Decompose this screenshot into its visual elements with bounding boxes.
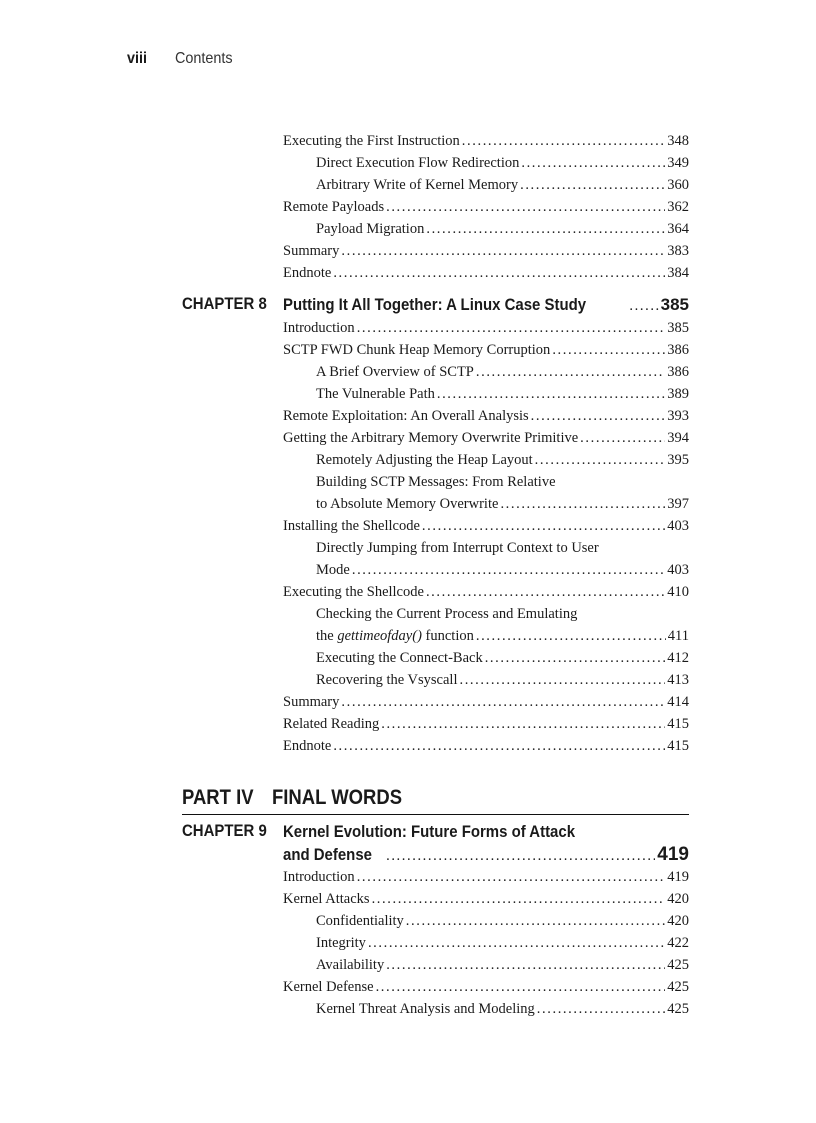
part-title: FINAL WORDS [272, 786, 403, 809]
toc-entry[interactable]: Related Reading ..... 415 [283, 713, 689, 735]
part-heading [182, 786, 689, 815]
toc-entry[interactable]: Executing the First Instruction ..... 348 [283, 130, 689, 152]
toc-entry-continued[interactable]: Building SCTP Messages: From Relative [316, 474, 556, 490]
toc-entry-continued[interactable]: Checking the Current Process and Emulating [316, 606, 578, 622]
toc-entry[interactable]: Kernel Defense ..... 425 [283, 976, 689, 998]
chapter-title[interactable]: Putting It All Together: A Linux Case Study ..... 385 [283, 293, 689, 317]
chapter-title-line1[interactable]: Kernel Evolution: Future Forms of Attack [283, 822, 576, 841]
toc-entry[interactable]: Endnote ..... 384 [283, 262, 689, 284]
chapter-label: CHAPTER 9 [182, 821, 267, 840]
function-name: gettimeofday() [337, 628, 422, 644]
toc-entry-continued[interactable]: Directly Jumping from Interrupt Context to User [316, 540, 599, 556]
toc-entry[interactable]: Getting the Arbitrary Memory Overwrite Primitive ..... 394 [283, 427, 689, 449]
toc-entry[interactable]: Arbitrary Write of Kernel Memory ..... 360 [316, 174, 689, 196]
toc-entry[interactable]: Introduction ..... 385 [283, 317, 689, 339]
toc-entry[interactable]: Payload Migration ..... 364 [316, 218, 689, 240]
toc-entry[interactable]: Introduction ..... 419 [283, 866, 689, 888]
toc-entry[interactable]: Executing the Shellcode ..... 410 [283, 581, 689, 603]
toc-entry[interactable]: Remote Payloads ..... 362 [283, 196, 689, 218]
toc-entry[interactable]: to Absolute Memory Overwrite ..... 397 [316, 493, 689, 515]
toc-entry[interactable]: Kernel Attacks ..... 420 [283, 888, 689, 910]
toc-entry[interactable]: the gettimeofday() function ..... 411 [316, 625, 689, 647]
page-number: viii [127, 50, 148, 67]
toc-entry[interactable]: Installing the Shellcode ..... 403 [283, 515, 689, 537]
toc-entry[interactable]: Executing the Connect-Back ..... 412 [316, 647, 689, 669]
toc-entry[interactable]: A Brief Overview of SCTP ..... 386 [316, 361, 689, 383]
toc-entry[interactable]: Availability ..... 425 [316, 954, 689, 976]
toc-entry[interactable]: Mode ..... 403 [316, 559, 689, 581]
toc-entry[interactable]: Endnote ..... 415 [283, 735, 689, 757]
toc-entry[interactable]: Summary ..... 414 [283, 691, 689, 713]
running-title: Contents [175, 50, 233, 67]
toc-entry[interactable]: Remotely Adjusting the Heap Layout ..... 395 [316, 449, 689, 471]
toc-entry[interactable]: Kernel Threat Analysis and Modeling ..... 425 [316, 998, 689, 1020]
chapter-title[interactable]: and Defense ..... 419 [283, 843, 689, 867]
toc-entry[interactable]: Recovering the Vsyscall ..... 413 [316, 669, 689, 691]
chapter-label: CHAPTER 8 [182, 294, 267, 313]
toc-entry[interactable]: Confidentiality ..... 420 [316, 910, 689, 932]
toc-entry[interactable]: Integrity ..... 422 [316, 932, 689, 954]
page-header [127, 50, 239, 72]
toc-entry[interactable]: SCTP FWD Chunk Heap Memory Corruption ..... 386 [283, 339, 689, 361]
part-label: PART IV [182, 786, 254, 809]
toc-entry[interactable]: Summary ..... 383 [283, 240, 689, 262]
toc-entry[interactable]: Remote Exploitation: An Overall Analysis ..... 393 [283, 405, 689, 427]
toc-entry[interactable]: The Vulnerable Path ..... 389 [316, 383, 689, 405]
toc-entry[interactable]: Direct Execution Flow Redirection ..... 349 [316, 152, 689, 174]
